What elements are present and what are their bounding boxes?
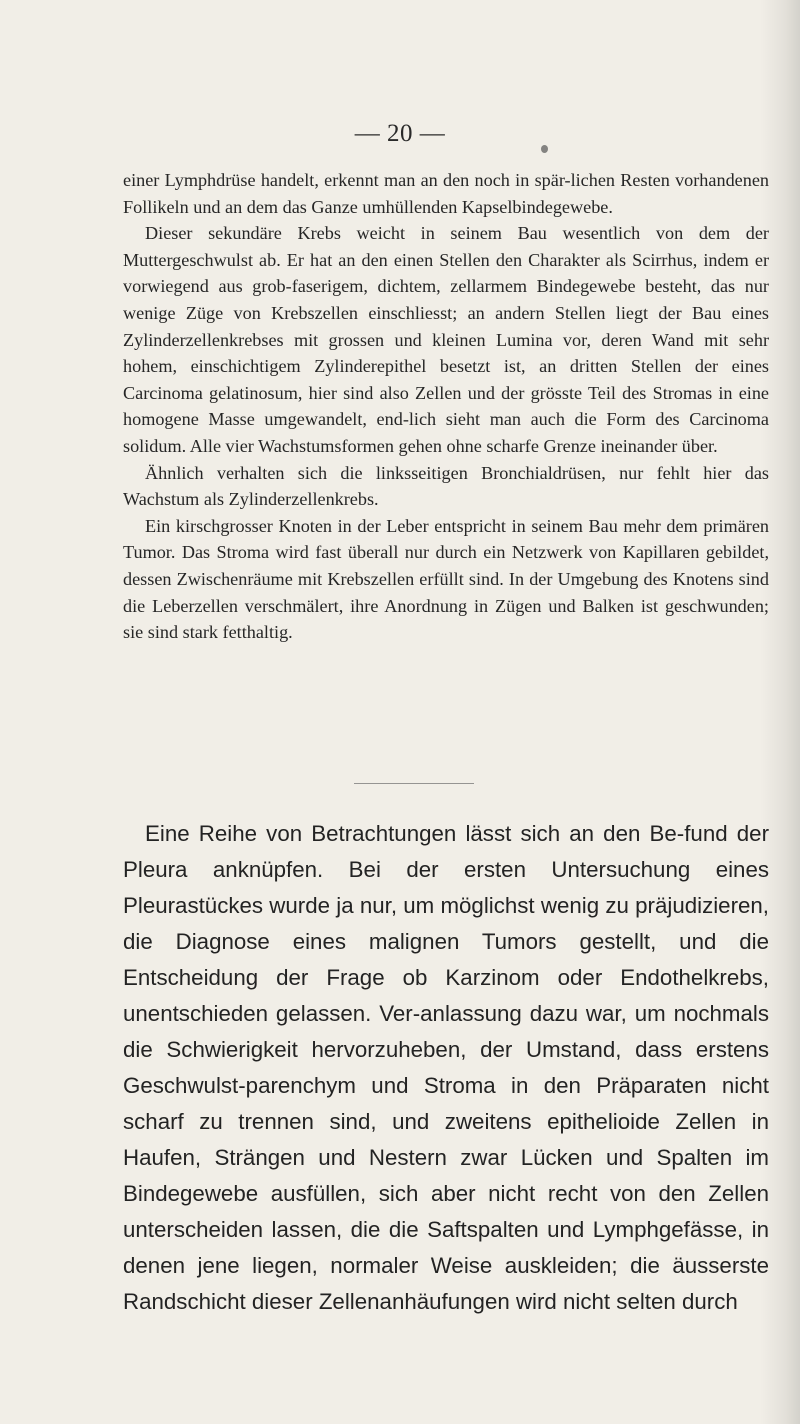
paragraph-lymph-node-continuation: einer Lymphdrüse handelt, erkennt man an den noch in spär-lichen Resten vorhandenen Follikeln und an dem das Ganze umhüllenden Kapselbindegewebe. bbox=[123, 170, 769, 217]
page-number: — 20 — bbox=[354, 120, 446, 147]
ink-speck bbox=[541, 145, 548, 153]
paragraph-bronchial-nodes: Ähnlich verhalten sich die linksseitigen Bronchialdrüsen, nur fehlt hier das Wachstum als Zylinderzellenkrebs. bbox=[123, 462, 769, 510]
large-print-section bbox=[123, 816, 769, 1320]
paragraph-secondary-cancer: Dieser sekundäre Krebs weicht in seinem Bau wesentlich von dem der Muttergeschwulst ab. Er hat an den einen Stellen den Charakter als Scirrhus, indem er vorwiegend aus grob-faserigem, dichtem, zellarmem Bindegewebe besteht, das nur wenige Züge von Krebszellen einschliesst; an andern Stellen liegt der Bau eines Zylinderzellenkrebses mit grossen und kleinen Lumina vor, deren Wand mit sehr hohem, einschichtigem Zylinderepithel besetzt ist, an dritten Stellen der eines Carcinoma gelatinosum, hier sind also Zellen und der grösste Teil des Stromas in eine homogene Masse umgewandelt, end-lich sieht man auch die Form des Carcinoma solidum. Alle vier Wachstumsformen gehen ohne scharfe Grenze ineinander über. bbox=[123, 223, 769, 456]
paragraph-pleura-discussion: Eine Reihe von Betrachtungen lässt sich an den Be-fund der Pleura anknüpfen. Bei der ersten Untersuchung eines Pleurastückes wurde ja nur, um möglichst wenig zu präjudizieren, die Diagnose eines malignen Tumors gestellt, und die Entscheidung der Frage ob Karzinom oder Endothelkrebs, unentschieden gelassen. Ver-anlassung dazu war, um nochmals die Schwierigkeit hervorzuheben, der Umstand, dass erstens Geschwulst-parenchym und Stroma in den Präparaten nicht scharf zu trennen sind, und zweitens epithelioide Zellen in Haufen, Strängen und Nestern zwar Lücken und Spalten im Bindegewebe ausfüllen, sich aber nicht recht von den Zellen unterscheiden lassen, die die Saftspalten und Lymphgefässe, in denen jene liegen, normaler Weise auskleiden; die äusserste Randschicht dieser Zellenanhäufungen wird nicht selten durch bbox=[123, 821, 769, 1314]
section-divider bbox=[354, 783, 474, 784]
paragraph-liver-node: Ein kirschgrosser Knoten in der Leber entspricht in seinem Bau mehr dem primären Tumor. Das Stroma wird fast überall nur durch ein Netzwerk von Kapillaren gebildet, dessen Zwischenräume mit Krebszellen erfüllt sind. In der Umgebung des Knotens sind die Leberzellen verschmälert, ihre Anordnung in Zügen und Balken ist geschwunden; sie sind stark fetthaltig. bbox=[123, 515, 769, 643]
small-print-section bbox=[123, 167, 769, 646]
